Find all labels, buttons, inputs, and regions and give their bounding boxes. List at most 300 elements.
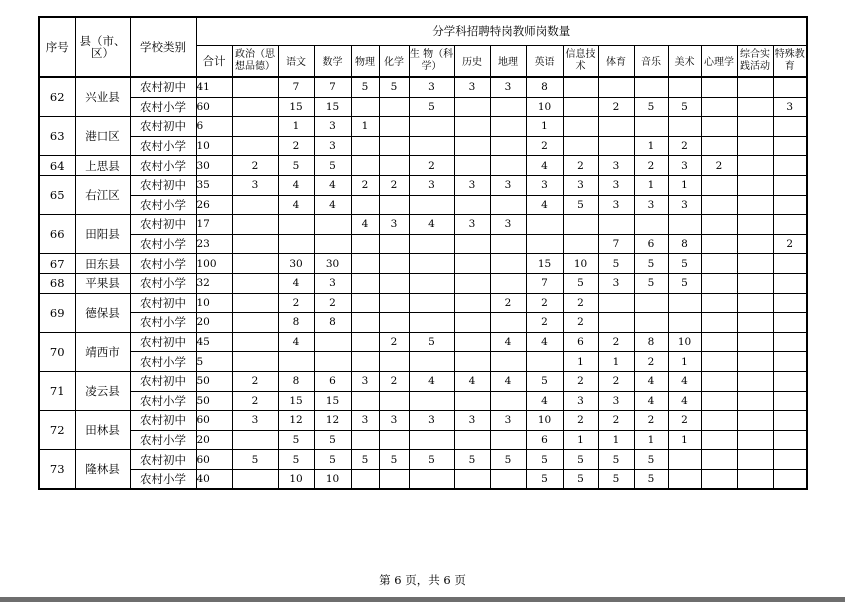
value-cell	[737, 313, 773, 333]
value-cell: 10	[668, 332, 701, 352]
value-cell	[701, 391, 737, 411]
county-cell: 隆林县	[75, 450, 130, 490]
value-cell	[454, 117, 490, 137]
value-cell: 10	[314, 469, 351, 489]
value-cell: 1	[278, 117, 314, 137]
value-cell	[701, 352, 737, 372]
value-cell: 2	[598, 332, 634, 352]
value-cell	[351, 195, 379, 215]
value-cell	[773, 332, 807, 352]
seq-cell: 72	[39, 411, 75, 450]
value-cell	[701, 411, 737, 431]
value-cell	[773, 293, 807, 313]
value-cell: 5	[563, 450, 598, 470]
value-cell	[773, 136, 807, 156]
value-cell	[454, 234, 490, 254]
school-type-cell: 农村小学	[130, 254, 196, 274]
value-cell: 2	[563, 156, 598, 176]
value-cell: 4	[634, 371, 668, 391]
value-cell: 4	[351, 215, 379, 235]
value-cell	[490, 195, 526, 215]
value-cell: 5	[598, 254, 634, 274]
value-cell: 3	[490, 175, 526, 195]
seq-cell: 71	[39, 371, 75, 410]
value-cell	[454, 273, 490, 293]
value-cell	[526, 234, 563, 254]
value-cell: 2	[278, 136, 314, 156]
value-cell	[701, 254, 737, 274]
value-cell	[490, 136, 526, 156]
value-cell	[563, 117, 598, 137]
value-cell	[634, 117, 668, 137]
value-cell: 17	[196, 215, 232, 235]
value-cell: 7	[278, 77, 314, 97]
value-cell	[773, 313, 807, 333]
value-cell: 5	[598, 450, 634, 470]
school-type-cell: 农村小学	[130, 156, 196, 176]
value-cell	[351, 97, 379, 117]
value-cell	[454, 469, 490, 489]
value-cell: 2	[379, 371, 409, 391]
page-footer: 第 6 页，共 6 页	[379, 573, 466, 587]
value-cell: 5	[379, 77, 409, 97]
value-cell	[454, 156, 490, 176]
value-cell: 32	[196, 273, 232, 293]
value-cell: 2	[278, 293, 314, 313]
value-cell: 8	[278, 313, 314, 333]
header-seq: 序号	[39, 17, 75, 77]
school-type-cell: 农村小学	[130, 391, 196, 411]
value-cell: 1	[351, 117, 379, 137]
value-cell: 2	[526, 313, 563, 333]
value-cell	[232, 332, 278, 352]
value-cell: 2	[598, 97, 634, 117]
table-row	[39, 273, 807, 293]
value-cell	[526, 352, 563, 372]
value-cell	[232, 234, 278, 254]
value-cell: 3	[454, 215, 490, 235]
table-row	[39, 175, 807, 195]
value-cell	[379, 195, 409, 215]
value-cell: 3	[232, 411, 278, 431]
header-subject: 地理	[490, 45, 526, 77]
value-cell: 15	[526, 254, 563, 274]
value-cell: 10	[196, 136, 232, 156]
value-cell	[737, 273, 773, 293]
value-cell: 5	[563, 195, 598, 215]
value-cell	[634, 293, 668, 313]
value-cell	[409, 273, 454, 293]
value-cell: 1	[598, 352, 634, 372]
value-cell: 3	[490, 215, 526, 235]
value-cell	[701, 234, 737, 254]
value-cell	[668, 117, 701, 137]
header-subject: 英语	[526, 45, 563, 77]
value-cell	[314, 234, 351, 254]
seq-cell: 65	[39, 175, 75, 214]
value-cell: 3	[454, 175, 490, 195]
school-type-cell: 农村初中	[130, 293, 196, 313]
value-cell	[563, 215, 598, 235]
value-cell: 4	[634, 391, 668, 411]
value-cell: 3	[563, 391, 598, 411]
table-row	[39, 371, 807, 391]
value-cell	[490, 234, 526, 254]
value-cell	[701, 97, 737, 117]
value-cell: 23	[196, 234, 232, 254]
value-cell: 6	[526, 430, 563, 450]
table-row	[39, 156, 807, 176]
value-cell	[232, 469, 278, 489]
value-cell	[737, 156, 773, 176]
value-cell	[232, 77, 278, 97]
table-row	[39, 215, 807, 235]
value-cell	[701, 215, 737, 235]
table-row	[39, 136, 807, 156]
value-cell	[773, 156, 807, 176]
value-cell	[773, 77, 807, 97]
value-cell	[351, 332, 379, 352]
county-cell: 上思县	[75, 156, 130, 176]
value-cell	[563, 136, 598, 156]
value-cell: 2	[634, 411, 668, 431]
value-cell: 7	[314, 77, 351, 97]
value-cell: 3	[668, 156, 701, 176]
value-cell	[379, 352, 409, 372]
value-cell	[701, 430, 737, 450]
header-subject: 特殊教育	[773, 45, 807, 77]
seq-cell: 68	[39, 273, 75, 293]
value-cell	[737, 371, 773, 391]
value-cell: 5	[454, 450, 490, 470]
value-cell	[409, 293, 454, 313]
header-subject: 心理学	[701, 45, 737, 77]
value-cell: 12	[278, 411, 314, 431]
value-cell	[773, 117, 807, 137]
value-cell: 35	[196, 175, 232, 195]
header-subject: 综合实践活动	[737, 45, 773, 77]
value-cell	[773, 371, 807, 391]
value-cell: 4	[668, 391, 701, 411]
school-type-cell: 农村初中	[130, 117, 196, 137]
value-cell	[773, 430, 807, 450]
value-cell	[409, 195, 454, 215]
value-cell	[668, 215, 701, 235]
value-cell: 3	[454, 411, 490, 431]
value-cell: 2	[634, 352, 668, 372]
value-cell	[278, 215, 314, 235]
value-cell: 3	[454, 77, 490, 97]
value-cell	[490, 97, 526, 117]
value-cell	[232, 293, 278, 313]
seq-cell: 63	[39, 117, 75, 156]
value-cell	[737, 97, 773, 117]
value-cell	[773, 175, 807, 195]
county-cell: 兴业县	[75, 77, 130, 117]
value-cell	[351, 469, 379, 489]
value-cell: 2	[563, 371, 598, 391]
value-cell: 15	[278, 97, 314, 117]
value-cell	[737, 332, 773, 352]
value-cell	[409, 234, 454, 254]
value-cell: 10	[563, 254, 598, 274]
value-cell: 10	[526, 411, 563, 431]
seq-cell: 69	[39, 293, 75, 332]
value-cell: 1	[526, 117, 563, 137]
value-cell: 3	[351, 371, 379, 391]
value-cell	[454, 332, 490, 352]
value-cell	[563, 77, 598, 97]
value-cell	[379, 391, 409, 411]
value-cell	[379, 469, 409, 489]
value-cell	[490, 254, 526, 274]
value-cell: 2	[314, 293, 351, 313]
value-cell: 5	[232, 450, 278, 470]
value-cell: 5	[526, 469, 563, 489]
value-cell: 5	[314, 430, 351, 450]
value-cell	[379, 313, 409, 333]
value-cell	[409, 254, 454, 274]
value-cell: 2	[773, 234, 807, 254]
header-subject: 美术	[668, 45, 701, 77]
value-cell	[701, 77, 737, 97]
table-row	[39, 411, 807, 431]
value-cell: 15	[278, 391, 314, 411]
table-body	[39, 77, 807, 489]
value-cell	[314, 332, 351, 352]
value-cell: 1	[634, 430, 668, 450]
value-cell	[454, 313, 490, 333]
value-cell: 2	[701, 156, 737, 176]
value-cell	[232, 117, 278, 137]
school-type-cell: 农村初中	[130, 215, 196, 235]
value-cell: 3	[773, 97, 807, 117]
table-row	[39, 332, 807, 352]
value-cell	[701, 332, 737, 352]
value-cell: 5	[526, 450, 563, 470]
value-cell	[454, 352, 490, 372]
value-cell: 4	[526, 332, 563, 352]
table-row	[39, 195, 807, 215]
value-cell: 2	[598, 411, 634, 431]
value-cell	[232, 97, 278, 117]
header-subject: 物理	[351, 45, 379, 77]
value-cell	[773, 450, 807, 470]
county-cell: 靖西市	[75, 332, 130, 371]
value-cell	[490, 273, 526, 293]
value-cell: 6	[196, 117, 232, 137]
header-subject: 数学	[314, 45, 351, 77]
value-cell	[490, 156, 526, 176]
school-type-cell: 农村初中	[130, 332, 196, 352]
value-cell: 1	[668, 430, 701, 450]
value-cell: 2	[668, 136, 701, 156]
value-cell: 10	[278, 469, 314, 489]
value-cell	[379, 156, 409, 176]
value-cell	[490, 391, 526, 411]
header-county: 县（市、区）	[75, 17, 130, 77]
value-cell	[278, 234, 314, 254]
value-cell: 2	[490, 293, 526, 313]
value-cell	[773, 352, 807, 372]
value-cell: 4	[278, 175, 314, 195]
header-subject: 历史	[454, 45, 490, 77]
value-cell	[737, 411, 773, 431]
value-cell: 3	[314, 136, 351, 156]
value-cell: 1	[563, 352, 598, 372]
value-cell	[351, 156, 379, 176]
value-cell: 30	[278, 254, 314, 274]
value-cell: 5	[490, 450, 526, 470]
value-cell: 60	[196, 450, 232, 470]
value-cell: 4	[409, 215, 454, 235]
value-cell: 5	[634, 450, 668, 470]
value-cell	[773, 469, 807, 489]
value-cell: 5	[314, 156, 351, 176]
school-type-cell: 农村小学	[130, 273, 196, 293]
value-cell	[490, 469, 526, 489]
value-cell: 4	[278, 273, 314, 293]
table-row	[39, 234, 807, 254]
table-row	[39, 77, 807, 97]
school-type-cell: 农村小学	[130, 313, 196, 333]
value-cell	[737, 430, 773, 450]
value-cell	[701, 371, 737, 391]
value-cell	[351, 234, 379, 254]
value-cell: 1	[668, 175, 701, 195]
value-cell: 100	[196, 254, 232, 274]
county-cell: 平果县	[75, 273, 130, 293]
value-cell	[526, 215, 563, 235]
value-cell: 3	[634, 195, 668, 215]
value-cell	[773, 195, 807, 215]
table-header	[39, 17, 807, 77]
value-cell: 10	[526, 97, 563, 117]
value-cell	[409, 117, 454, 137]
table-row	[39, 117, 807, 137]
value-cell: 5	[668, 254, 701, 274]
table-row	[39, 469, 807, 489]
value-cell: 12	[314, 411, 351, 431]
value-cell: 5	[278, 430, 314, 450]
table-row	[39, 430, 807, 450]
value-cell	[737, 117, 773, 137]
value-cell: 5	[668, 273, 701, 293]
value-cell: 4	[668, 371, 701, 391]
value-cell	[232, 254, 278, 274]
value-cell: 4	[314, 195, 351, 215]
value-cell: 8	[526, 77, 563, 97]
table-row	[39, 254, 807, 274]
value-cell	[232, 352, 278, 372]
value-cell	[379, 97, 409, 117]
table-row	[39, 352, 807, 372]
school-type-cell: 农村初中	[130, 175, 196, 195]
value-cell	[737, 391, 773, 411]
value-cell: 2	[379, 332, 409, 352]
value-cell: 3	[409, 175, 454, 195]
value-cell: 2	[232, 391, 278, 411]
value-cell	[232, 430, 278, 450]
value-cell: 15	[314, 97, 351, 117]
table-row	[39, 450, 807, 470]
value-cell: 2	[563, 313, 598, 333]
value-cell: 5	[598, 469, 634, 489]
value-cell: 2	[351, 175, 379, 195]
value-cell	[454, 293, 490, 313]
value-cell	[454, 430, 490, 450]
value-cell: 5	[634, 469, 668, 489]
value-cell	[490, 352, 526, 372]
value-cell	[737, 215, 773, 235]
value-cell: 5	[563, 469, 598, 489]
value-cell	[278, 352, 314, 372]
value-cell: 26	[196, 195, 232, 215]
value-cell	[563, 97, 598, 117]
value-cell	[409, 391, 454, 411]
value-cell: 5	[314, 450, 351, 470]
value-cell	[773, 254, 807, 274]
value-cell: 2	[526, 136, 563, 156]
value-cell: 4	[278, 195, 314, 215]
value-cell: 50	[196, 371, 232, 391]
value-cell: 3	[409, 77, 454, 97]
value-cell	[454, 97, 490, 117]
school-type-cell: 农村初中	[130, 450, 196, 470]
value-cell	[701, 469, 737, 489]
table-row	[39, 97, 807, 117]
value-cell	[351, 352, 379, 372]
value-cell	[634, 313, 668, 333]
header-subject: 体育	[598, 45, 634, 77]
value-cell	[701, 136, 737, 156]
value-cell: 5	[668, 97, 701, 117]
value-cell: 1	[563, 430, 598, 450]
value-cell	[490, 430, 526, 450]
value-cell: 3	[379, 411, 409, 431]
header-subject: 化学	[379, 45, 409, 77]
value-cell: 4	[314, 175, 351, 195]
value-cell: 2	[668, 411, 701, 431]
header-subject: 合计	[196, 45, 232, 77]
value-cell: 5	[409, 450, 454, 470]
county-cell: 田东县	[75, 254, 130, 274]
bottom-bar	[0, 597, 845, 602]
value-cell: 2	[526, 293, 563, 313]
value-cell: 5	[634, 273, 668, 293]
value-cell: 4	[490, 332, 526, 352]
value-cell	[598, 313, 634, 333]
value-cell: 6	[634, 234, 668, 254]
value-cell	[701, 195, 737, 215]
value-cell	[379, 430, 409, 450]
value-cell	[598, 215, 634, 235]
county-cell: 右江区	[75, 175, 130, 214]
value-cell	[454, 136, 490, 156]
value-cell: 5	[196, 352, 232, 372]
value-cell	[701, 117, 737, 137]
value-cell	[351, 273, 379, 293]
value-cell: 5	[634, 97, 668, 117]
value-cell	[232, 273, 278, 293]
value-cell	[598, 77, 634, 97]
value-cell	[634, 77, 668, 97]
value-cell	[379, 136, 409, 156]
value-cell	[773, 215, 807, 235]
school-type-cell: 农村小学	[130, 136, 196, 156]
value-cell	[701, 175, 737, 195]
value-cell: 3	[379, 215, 409, 235]
